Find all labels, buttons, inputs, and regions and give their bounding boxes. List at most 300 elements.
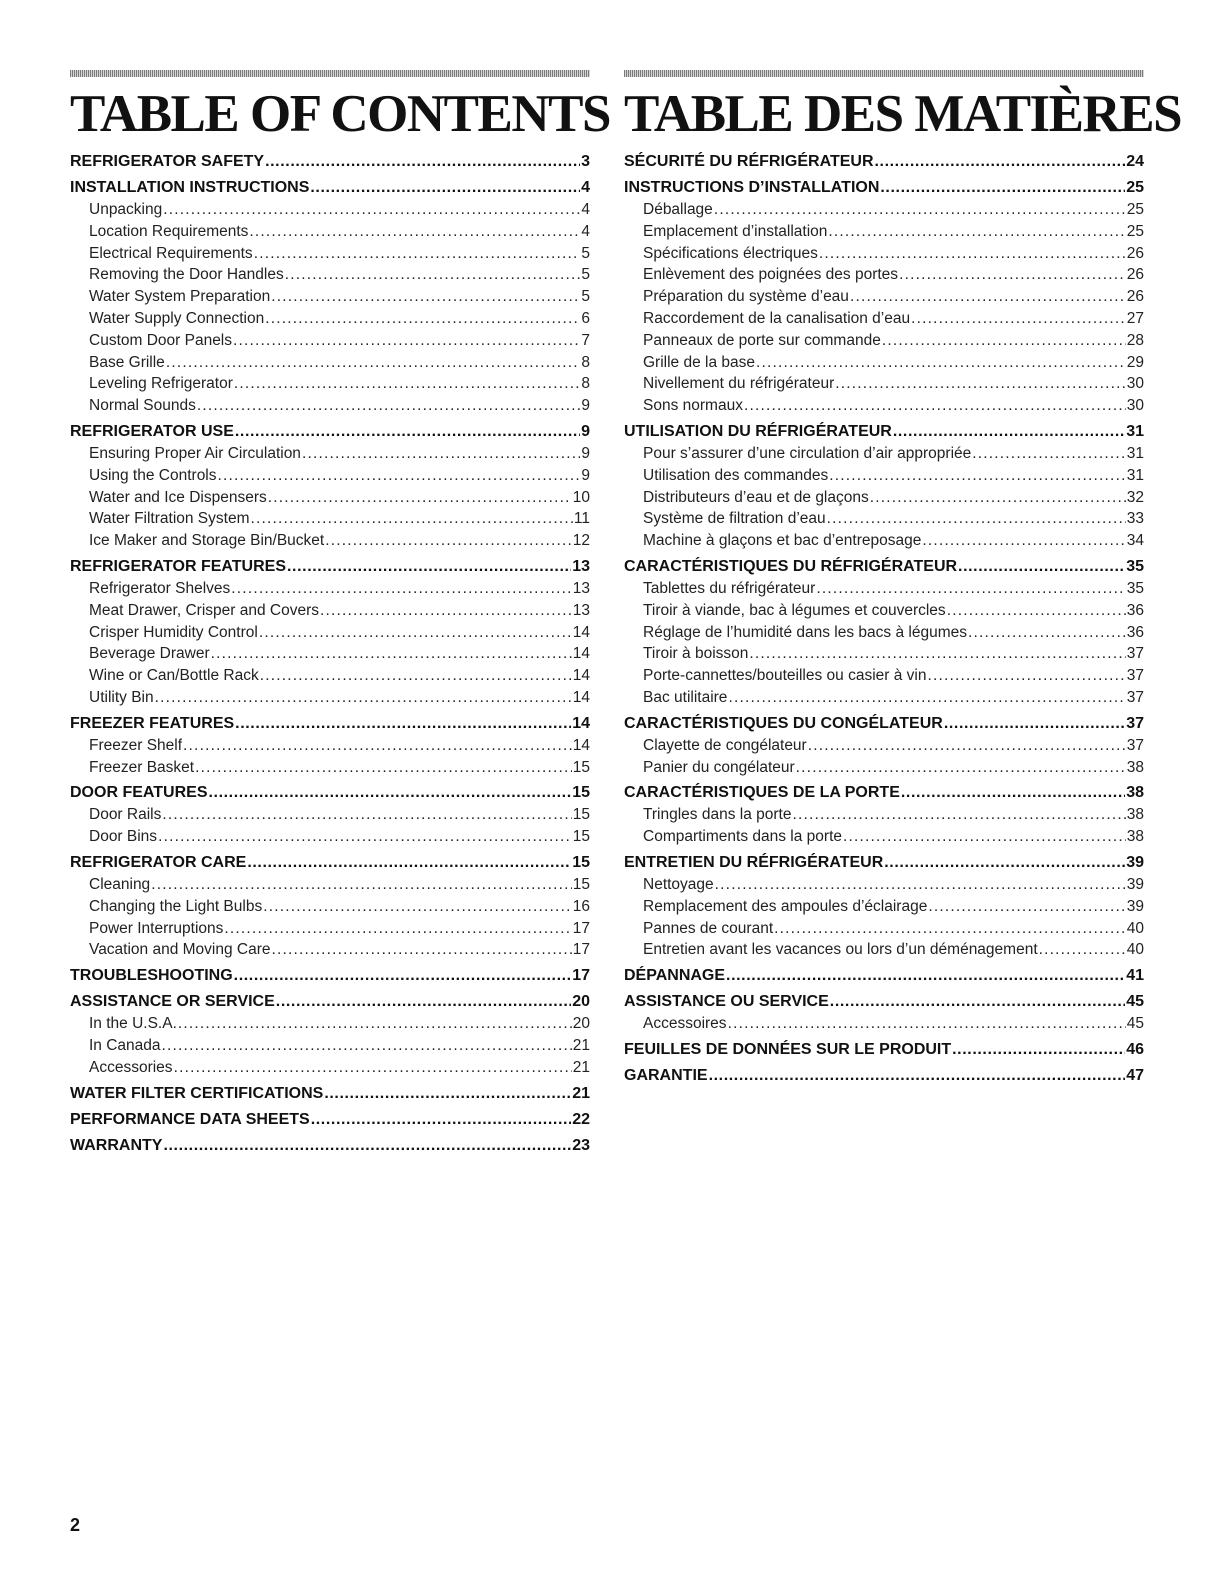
toc-entry-page: 25 (1126, 222, 1144, 240)
dot-leader (158, 826, 572, 848)
dot-leader (744, 395, 1126, 417)
toc-entry-page: 9 (581, 444, 590, 462)
toc-section-entry[interactable] (624, 713, 1144, 735)
dot-leader (715, 874, 1126, 896)
toc-subsection-entry[interactable] (624, 643, 1144, 665)
toc-entry-page: 25 (1126, 179, 1144, 196)
toc-subsection-entry[interactable] (624, 395, 1144, 417)
toc-entry-label: Porte-cannettes/bouteilles ou casier à vin (643, 667, 927, 685)
toc-entry-label: Tablettes du réfrigérateur (643, 579, 816, 597)
toc-entry-label: Power Interruptions (89, 919, 224, 937)
toc-entry-page: 8 (581, 353, 590, 371)
toc-entry-label: Panneaux de porte sur commande (643, 331, 881, 349)
toc-subsection-entry[interactable] (624, 286, 1144, 308)
toc-section-entry[interactable] (70, 782, 590, 804)
dot-leader (231, 578, 571, 600)
toc-entry-label: PERFORMANCE DATA SHEETS (70, 1110, 310, 1128)
toc-entry-page: 40 (1126, 941, 1144, 959)
toc-entry-page: 38 (1126, 784, 1144, 802)
toc-entry-page: 13 (572, 601, 590, 619)
toc-subsection-entry[interactable] (624, 1013, 1144, 1035)
toc-subsection-entry[interactable] (70, 465, 590, 487)
toc-entry-page: 15 (572, 853, 590, 871)
toc-entry-label: INSTRUCTIONS D’INSTALLATION (624, 179, 880, 196)
toc-entry-page: 39 (1126, 853, 1144, 871)
toc-entry-label: ASSISTANCE OR SERVICE (70, 993, 275, 1011)
dot-leader (324, 1083, 571, 1105)
toc-subsection-entry[interactable] (70, 578, 590, 600)
toc-entry-label: Crisper Humidity Control (89, 623, 258, 641)
toc-entry-label: SÉCURITÉ DU RÉFRIGÉRATEUR (624, 153, 874, 170)
toc-subsection-entry[interactable] (624, 735, 1144, 757)
dot-leader (870, 487, 1126, 509)
toc-subsection-entry[interactable] (624, 939, 1144, 961)
toc-entry-page: 45 (1126, 1015, 1144, 1033)
toc-subsection-entry[interactable] (624, 530, 1144, 552)
toc-entry-page: 14 (572, 623, 590, 641)
dot-leader (850, 286, 1126, 308)
dot-leader (819, 243, 1126, 265)
toc-subsection-entry[interactable] (624, 508, 1144, 530)
toc-entry-label: TROUBLESHOOTING (70, 967, 233, 985)
toc-entry-label: Compartiments dans la porte (643, 828, 843, 846)
dot-leader (218, 465, 581, 487)
toc-section-entry[interactable] (70, 151, 590, 173)
toc-entry-label: Freezer Basket (89, 758, 195, 776)
toc-entry-label: Raccordement de la canalisation d’eau (643, 309, 911, 327)
toc-entry-label: CARACTÉRISTIQUES DU RÉFRIGÉRATEUR (624, 557, 958, 575)
toc-subsection-entry[interactable] (70, 395, 590, 417)
toc-entry-page: 6 (581, 309, 590, 327)
toc-entry-page: 14 (572, 688, 590, 706)
toc-entry-label: Nivellement du réfrigérateur (643, 375, 835, 393)
dot-leader (792, 804, 1125, 826)
dot-leader (843, 826, 1126, 848)
toc-entry-page: 4 (581, 201, 590, 218)
toc-entry-label: Grille de la base (643, 353, 756, 371)
toc-entry-page: 33 (1126, 510, 1144, 528)
toc-entry-page: 20 (572, 1015, 590, 1033)
toc-subsection-entry[interactable] (70, 443, 590, 465)
toc-entry-page: 28 (1126, 331, 1144, 349)
dot-leader (944, 713, 1125, 735)
dot-leader (247, 852, 571, 874)
dot-leader (265, 151, 580, 173)
toc-entry-label: Ensuring Proper Air Circulation (89, 444, 301, 462)
toc-section-entry[interactable] (70, 556, 590, 578)
dot-leader (928, 896, 1125, 918)
toc-entry-label: Base Grille (89, 353, 165, 371)
dot-leader (1039, 939, 1126, 961)
dot-leader (311, 1109, 571, 1131)
dot-leader (162, 1035, 572, 1057)
toc-section-entry[interactable] (624, 991, 1144, 1013)
toc-entry-label: Tringles dans la porte (643, 806, 792, 824)
toc-entry-page: 31 (1126, 466, 1144, 484)
toc-entry-label: Door Bins (89, 828, 158, 846)
toc-entry-label: Système de filtration d’eau (643, 510, 826, 528)
toc-entry-page: 12 (572, 532, 590, 550)
dot-leader (947, 600, 1126, 622)
toc-subsection-entry[interactable] (70, 1057, 590, 1079)
dot-leader (958, 556, 1125, 578)
toc-section-entry[interactable] (624, 782, 1144, 804)
dot-leader (271, 286, 580, 308)
dot-leader (211, 643, 572, 665)
toc-entry-page: 10 (572, 488, 590, 506)
toc-entry-page: 26 (1126, 288, 1144, 306)
toc-entry-page: 39 (1126, 897, 1144, 915)
toc-entries-english (70, 151, 590, 1157)
toc-entry-label: Déballage (643, 201, 713, 218)
toc-entry-page: 31 (1126, 444, 1144, 462)
toc-entry-page: 46 (1126, 1040, 1144, 1058)
toc-entry-label: ENTRETIEN DU RÉFRIGÉRATEUR (624, 853, 884, 871)
toc-entry-page: 15 (572, 828, 590, 846)
toc-entry-label: Enlèvement des poignées des portes (643, 266, 899, 284)
toc-entry-page: 15 (572, 806, 590, 824)
toc-subsection-entry[interactable] (624, 308, 1144, 330)
dot-leader (880, 177, 1125, 199)
toc-section-entry[interactable] (70, 421, 590, 443)
toc-subsection-entry[interactable] (624, 330, 1144, 352)
toc-entry-page: 9 (581, 397, 590, 415)
toc-entry-label: Normal Sounds (89, 397, 196, 415)
toc-entry-page: 31 (1126, 422, 1144, 440)
toc-entry-page: 3 (581, 153, 590, 170)
toc-subsection-entry[interactable] (70, 199, 590, 221)
dot-leader (875, 151, 1126, 173)
toc-entry-label: FEUILLES DE DONNÉES SUR LE PRODUIT (624, 1040, 952, 1058)
toc-subsection-entry[interactable] (70, 874, 590, 896)
dot-leader (259, 622, 572, 644)
toc-subsection-entry[interactable] (624, 757, 1144, 779)
toc-subsection-entry[interactable] (70, 352, 590, 374)
toc-entry-page: 4 (581, 222, 590, 240)
toc-subsection-entry[interactable] (70, 330, 590, 352)
toc-english (70, 70, 610, 1157)
dot-leader (972, 443, 1125, 465)
toc-entry-page: 17 (572, 967, 590, 985)
toc-section-entry[interactable] (624, 1039, 1144, 1061)
toc-subsection-entry[interactable] (70, 622, 590, 644)
toc-entry-label: Meat Drawer, Crisper and Covers (89, 601, 319, 619)
toc-entry-label: Vacation and Moving Care (89, 941, 271, 959)
dot-leader (829, 465, 1126, 487)
toc-entry-page: 17 (572, 919, 590, 937)
toc-entry-label: Water Supply Connection (89, 309, 265, 327)
toc-entry-page: 25 (1126, 201, 1144, 218)
toc-entry-label: Removing the Door Handles (89, 266, 284, 284)
dot-leader (749, 643, 1125, 665)
toc-entry-page: 21 (572, 1058, 590, 1076)
toc-entry-page: 37 (1126, 667, 1144, 685)
toc-section-entry[interactable] (70, 177, 590, 199)
toc-section-entry[interactable] (624, 556, 1144, 578)
toc-entry-page: 17 (572, 941, 590, 959)
header-rule (70, 70, 590, 77)
toc-entry-label: Sons normaux (643, 397, 743, 415)
toc-subsection-entry[interactable] (70, 600, 590, 622)
toc-entry-label: REFRIGERATOR SAFETY (70, 153, 265, 170)
toc-entry-label: Clayette de congélateur (643, 736, 807, 754)
toc-entry-label: Spécifications électriques (643, 244, 818, 262)
toc-subsection-entry[interactable] (70, 1035, 590, 1057)
toc-entry-label: Door Rails (89, 806, 162, 824)
toc-entry-page: 38 (1126, 758, 1144, 776)
toc-entry-label: Machine à glaçons et bac d’entreposage (643, 532, 922, 550)
toc-entry-page: 21 (572, 1036, 590, 1054)
toc-entry-page: 14 (572, 645, 590, 663)
dot-leader (265, 308, 580, 330)
toc-subsection-entry[interactable] (624, 826, 1144, 848)
toc-section-entry[interactable] (70, 1135, 590, 1157)
toc-entry-label: Nettoyage (643, 875, 714, 893)
toc-entry-label: GARANTIE (624, 1066, 708, 1084)
toc-entry-page: 21 (572, 1084, 590, 1102)
dot-leader (166, 352, 581, 374)
toc-entry-label: Refrigerator Shelves (89, 579, 231, 597)
toc-entry-label: Custom Door Panels (89, 331, 233, 349)
toc-entry-label: In the U.S.A. (89, 1015, 177, 1033)
dot-leader (174, 1057, 572, 1079)
toc-section-entry[interactable] (70, 991, 590, 1013)
toc-subsection-entry[interactable] (624, 665, 1144, 687)
toc-entry-page: 39 (1126, 875, 1144, 893)
toc-entry-label: Wine or Can/Bottle Rack (89, 667, 259, 685)
dot-leader (922, 530, 1125, 552)
toc-subsection-entry[interactable] (624, 622, 1144, 644)
toc-entry-label: Location Requirements (89, 222, 249, 240)
dot-leader (325, 530, 572, 552)
toc-entry-page: 41 (1126, 967, 1144, 985)
toc-section-entry[interactable] (624, 965, 1144, 987)
dot-leader (234, 373, 580, 395)
toc-french (624, 70, 1182, 1087)
toc-entry-label: Emplacement d’installation (643, 222, 828, 240)
dot-leader (224, 918, 571, 940)
dot-leader (163, 1135, 571, 1157)
toc-entry-page: 45 (1126, 993, 1144, 1011)
toc-entry-page: 35 (1126, 557, 1144, 575)
toc-subsection-entry[interactable] (70, 804, 590, 826)
toc-subsection-entry[interactable] (70, 687, 590, 709)
toc-section-entry[interactable] (70, 1109, 590, 1131)
toc-subsection-entry[interactable] (70, 487, 590, 509)
toc-entry-label: WARRANTY (70, 1136, 163, 1154)
toc-subsection-entry[interactable] (624, 918, 1144, 940)
dot-leader (162, 804, 571, 826)
toc-section-entry[interactable] (70, 1083, 590, 1105)
toc-entry-page: 9 (581, 466, 590, 484)
toc-entry-page: 27 (1126, 309, 1144, 327)
dot-leader (183, 735, 572, 757)
toc-entry-label: Bac utilitaire (643, 688, 728, 706)
dot-leader (197, 395, 581, 417)
toc-entry-page: 37 (1126, 645, 1144, 663)
toc-subsection-entry[interactable] (70, 508, 590, 530)
toc-section-entry[interactable] (624, 421, 1144, 443)
toc-entry-label: ASSISTANCE OU SERVICE (624, 993, 829, 1011)
toc-entry-page: 9 (581, 422, 590, 440)
toc-entry-label: Réglage de l’humidité dans les bacs à légumes (643, 623, 967, 641)
toc-entry-label: REFRIGERATOR FEATURES (70, 557, 287, 575)
toc-entry-label: Leveling Refrigerator (89, 375, 233, 393)
toc-entry-label: Utility Bin (89, 688, 154, 706)
toc-subsection-entry[interactable] (70, 939, 590, 961)
toc-entry-page: 14 (572, 667, 590, 685)
toc-entry-page: 38 (1126, 828, 1144, 846)
toc-entry-page: 22 (572, 1110, 590, 1128)
toc-entry-page: 26 (1126, 266, 1144, 284)
toc-entry-label: CARACTÉRISTIQUES DU CONGÉLATEUR (624, 714, 943, 732)
toc-subsection-entry[interactable] (70, 826, 590, 848)
toc-entry-label: Using the Controls (89, 466, 217, 484)
toc-subsection-entry[interactable] (624, 896, 1144, 918)
toc-entry-label: Panier du congélateur (643, 758, 795, 776)
dot-leader (884, 852, 1125, 874)
toc-entry-label: Water Filtration System (89, 510, 250, 528)
dot-leader (151, 874, 572, 896)
toc-subsection-entry[interactable] (624, 465, 1144, 487)
dot-leader (830, 991, 1125, 1013)
toc-entry-label: REFRIGERATOR CARE (70, 853, 247, 871)
dot-leader (249, 221, 580, 243)
toc-entry-page: 37 (1126, 714, 1144, 732)
toc-subsection-entry[interactable] (70, 243, 590, 265)
toc-subsection-entry[interactable] (70, 1013, 590, 1035)
toc-section-entry[interactable] (70, 965, 590, 987)
toc-entry-label: Pour s’assurer d’une circulation d’air appropriée (643, 444, 972, 462)
toc-subsection-entry[interactable] (70, 643, 590, 665)
toc-subsection-entry[interactable] (624, 264, 1144, 286)
dot-leader (235, 713, 571, 735)
toc-entry-page: 47 (1126, 1066, 1144, 1084)
toc-subsection-entry[interactable] (624, 221, 1144, 243)
toc-section-entry[interactable] (70, 713, 590, 735)
toc-entry-page: 5 (581, 288, 590, 306)
dot-leader (320, 600, 572, 622)
toc-entry-label: Electrical Requirements (89, 244, 253, 262)
toc-entry-label: CARACTÉRISTIQUES DE LA PORTE (624, 784, 900, 802)
toc-entry-page: 7 (581, 331, 590, 349)
toc-subsection-entry[interactable] (624, 687, 1144, 709)
toc-entry-label: Tiroir à viande, bac à légumes et couvercles (643, 601, 946, 619)
toc-subsection-entry[interactable] (624, 199, 1144, 221)
toc-entry-label: UTILISATION DU RÉFRIGÉRATEUR (624, 422, 892, 440)
toc-entry-label: FREEZER FEATURES (70, 714, 235, 732)
toc-subsection-entry[interactable] (70, 896, 590, 918)
toc-entry-page: 29 (1126, 353, 1144, 371)
toc-subsection-entry[interactable] (624, 352, 1144, 374)
toc-subsection-entry[interactable] (70, 665, 590, 687)
toc-subsection-entry[interactable] (624, 804, 1144, 826)
toc-section-entry[interactable] (624, 852, 1144, 874)
toc-entry-label: Freezer Shelf (89, 736, 183, 754)
toc-entry-page: 5 (581, 266, 590, 284)
dot-leader (233, 330, 580, 352)
toc-entry-label: Remplacement des ampoules d’éclairage (643, 897, 928, 915)
dot-leader (709, 1065, 1126, 1087)
toc-entry-page: 38 (1126, 806, 1144, 824)
toc-section-entry[interactable] (70, 852, 590, 874)
toc-title-english: TABLE OF CONTENTS (70, 85, 610, 143)
toc-subsection-entry[interactable] (70, 373, 590, 395)
dot-leader (893, 421, 1125, 443)
toc-entry-label: Préparation du système d’eau (643, 288, 849, 306)
toc-subsection-entry[interactable] (70, 918, 590, 940)
toc-subsection-entry[interactable] (70, 530, 590, 552)
toc-subsection-entry[interactable] (70, 286, 590, 308)
toc-subsection-entry[interactable] (624, 243, 1144, 265)
toc-subsection-entry[interactable] (624, 373, 1144, 395)
toc-subsection-entry[interactable] (624, 578, 1144, 600)
toc-entry-page: 11 (573, 510, 590, 528)
toc-entry-page: 23 (572, 1136, 590, 1154)
toc-subsection-entry[interactable] (624, 443, 1144, 465)
toc-entry-page: 15 (572, 784, 590, 802)
header-rule (624, 70, 1144, 77)
toc-subsection-entry[interactable] (70, 735, 590, 757)
dot-leader (816, 578, 1125, 600)
toc-title-french: TABLE DES MATIÈRES (624, 85, 1182, 143)
dot-leader (263, 896, 572, 918)
toc-section-entry[interactable] (624, 151, 1144, 173)
toc-entry-label: Tiroir à boisson (643, 645, 749, 663)
toc-entry-label: Utilisation des commandes (643, 466, 829, 484)
dot-leader (728, 1013, 1126, 1035)
toc-entry-page: 16 (572, 897, 590, 915)
toc-subsection-entry[interactable] (70, 264, 590, 286)
toc-entry-label: REFRIGERATOR USE (70, 422, 234, 440)
toc-section-entry[interactable] (624, 1065, 1144, 1087)
toc-entry-label: DOOR FEATURES (70, 784, 208, 802)
dot-leader (808, 735, 1126, 757)
dot-leader (968, 622, 1126, 644)
toc-entry-label: DÉPANNAGE (624, 967, 726, 985)
toc-entry-page: 14 (572, 714, 590, 732)
toc-entry-label: Entretien avant les vacances ou lors d’un déménagement (643, 941, 1038, 959)
dot-leader (163, 199, 580, 221)
dot-leader (251, 508, 573, 530)
toc-entry-page: 30 (1126, 375, 1144, 393)
toc-entry-page: 35 (1126, 579, 1144, 597)
toc-entry-label: INSTALLATION INSTRUCTIONS (70, 179, 310, 196)
toc-subsection-entry[interactable] (70, 757, 590, 779)
dot-leader (276, 991, 571, 1013)
toc-entry-label: In Canada (89, 1036, 161, 1054)
dot-leader (285, 264, 581, 286)
toc-entry-page: 20 (572, 993, 590, 1011)
toc-entry-label: Beverage Drawer (89, 645, 210, 663)
toc-subsection-entry[interactable] (70, 308, 590, 330)
dot-leader (268, 487, 572, 509)
dot-leader (835, 373, 1125, 395)
toc-entry-label: Water System Preparation (89, 288, 271, 306)
toc-subsection-entry[interactable] (624, 874, 1144, 896)
dot-leader (899, 264, 1126, 286)
dot-leader (272, 939, 572, 961)
toc-subsection-entry[interactable] (624, 487, 1144, 509)
dot-leader (234, 965, 572, 987)
toc-entry-page: 26 (1126, 244, 1144, 262)
toc-subsection-entry[interactable] (624, 600, 1144, 622)
toc-entry-page: 36 (1126, 623, 1144, 641)
toc-entry-label: Changing the Light Bulbs (89, 897, 263, 915)
dot-leader (882, 330, 1126, 352)
toc-section-entry[interactable] (624, 177, 1144, 199)
toc-subsection-entry[interactable] (70, 221, 590, 243)
